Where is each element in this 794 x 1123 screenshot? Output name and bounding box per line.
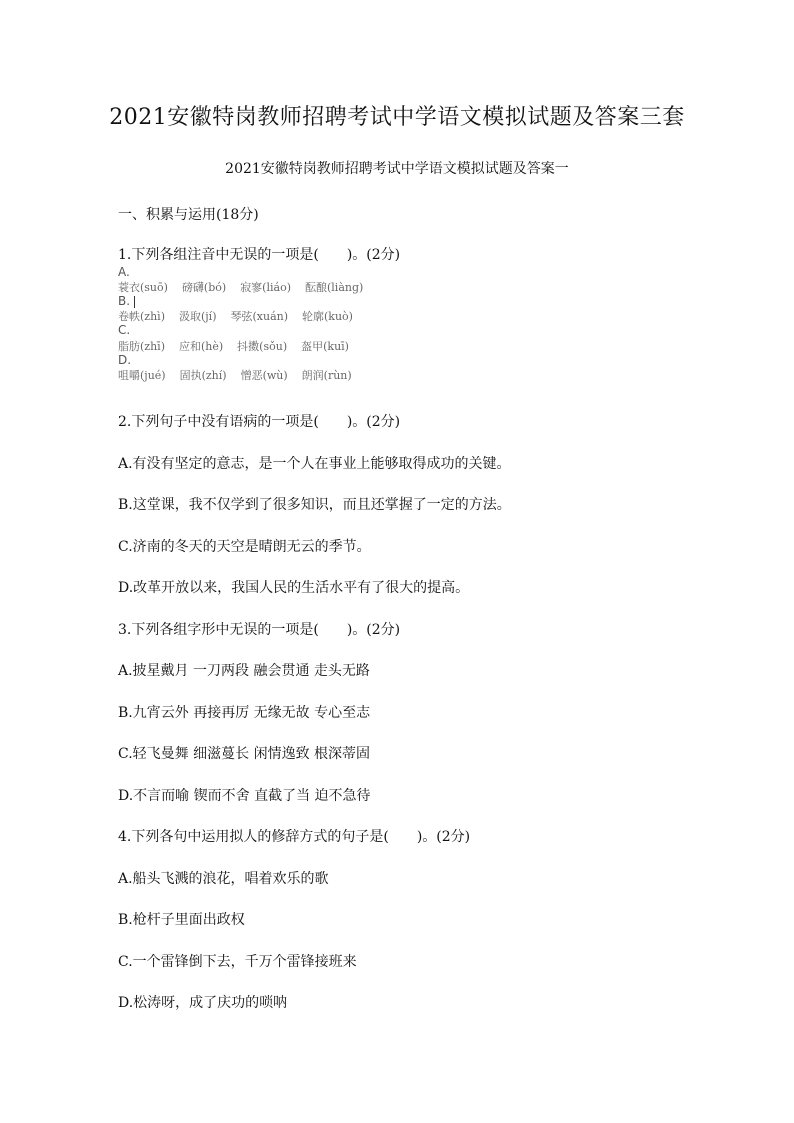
q1-option-c-label: C. bbox=[118, 323, 131, 337]
text-cursor bbox=[134, 296, 135, 308]
q1-option-d-items bbox=[118, 367, 366, 383]
q1-d-item: 憎恶(wù) bbox=[240, 369, 288, 382]
q4-option-d: D.松涛呀，成了庆功的唢呐 bbox=[118, 995, 288, 1011]
q1-a-item: 寂寥(liáo) bbox=[240, 281, 291, 294]
q1-option-b-letter: B. bbox=[118, 294, 131, 308]
q1-c-item: 盔甲(kuī) bbox=[301, 340, 349, 353]
q1-option-b-label bbox=[118, 294, 135, 308]
q2-option-d: D.改革开放以来，我国人民的生活水平有了很大的提高。 bbox=[118, 580, 470, 596]
q4-option-b: B.枪杆子里面出政权 bbox=[118, 912, 245, 928]
q2-option-c: C.济南的冬天的天空是晴朗无云的季节。 bbox=[118, 539, 371, 555]
q1-b-item: 琴弦(xuán) bbox=[230, 310, 289, 323]
q1-a-item: 磅礴(bó) bbox=[181, 281, 227, 294]
q1-option-c-items bbox=[118, 338, 363, 354]
q3-option-c: C.轻飞曼舞 细滋蔓长 闲情逸致 根深蒂固 bbox=[118, 746, 371, 762]
q1-d-item: 咀嚼(jué) bbox=[118, 369, 166, 382]
q2-option-a: A.有没有坚定的意志，是一个人在事业上能够取得成功的关键。 bbox=[118, 456, 511, 472]
q1-b-item: 汲取(jí) bbox=[178, 310, 217, 323]
question-4-stem: 4.下列各句中运用拟人的修辞方式的句子是( )。(2分) bbox=[118, 829, 471, 845]
q3-option-b: B.九宵云外 再接再厉 无缘无故 专心至志 bbox=[118, 705, 371, 721]
q4-option-a: A.船头飞溅的浪花，唱着欢乐的歌 bbox=[118, 871, 329, 887]
q1-b-item: 轮廓(kuò) bbox=[302, 310, 353, 323]
q1-a-item: 酝酿(liàng) bbox=[305, 281, 364, 294]
q1-option-d-label: D. bbox=[118, 353, 132, 367]
q4-option-c: C.一个雷锋倒下去，千万个雷锋接班来 bbox=[118, 954, 357, 970]
q1-c-item: 抖擞(sǒu) bbox=[237, 340, 288, 353]
q1-d-item: 朗润(rùn) bbox=[301, 369, 352, 382]
q1-d-item: 固执(zhí) bbox=[179, 369, 227, 382]
q1-b-item: 卷帙(zhì) bbox=[118, 310, 165, 323]
q1-c-item: 脂肪(zhī) bbox=[118, 340, 165, 353]
question-2-stem: 2.下列句子中没有语病的一项是( )。(2分) bbox=[118, 414, 401, 430]
question-3-stem: 3.下列各组字形中无误的一项是( )。(2分) bbox=[118, 622, 401, 638]
document-title: 2021安徽特岗教师招聘考试中学语文模拟试题及答案三套 bbox=[109, 105, 685, 130]
document-subtitle: 2021安徽特岗教师招聘考试中学语文模拟试题及答案一 bbox=[225, 161, 569, 177]
q2-option-b: B.这堂课，我不仅学到了很多知识，而且还掌握了一定的方法。 bbox=[118, 497, 511, 513]
q3-option-a: A.披星戴月 一刀两段 融会贯通 走头无路 bbox=[118, 663, 370, 679]
q1-c-item: 应和(hè) bbox=[178, 340, 224, 353]
q1-a-item: 蓑衣(suō) bbox=[118, 281, 168, 294]
q1-option-b-items bbox=[118, 308, 367, 324]
q3-option-d: D.不言而喻 锲而不舍 直截了当 迫不急待 bbox=[118, 788, 371, 804]
question-1-stem: 1.下列各组注音中无误的一项是( )。(2分) bbox=[118, 247, 401, 263]
q1-option-a-items bbox=[118, 279, 377, 295]
q1-option-a-label: A. bbox=[118, 265, 130, 279]
section-heading: 一、积累与运用(18分) bbox=[118, 207, 259, 223]
